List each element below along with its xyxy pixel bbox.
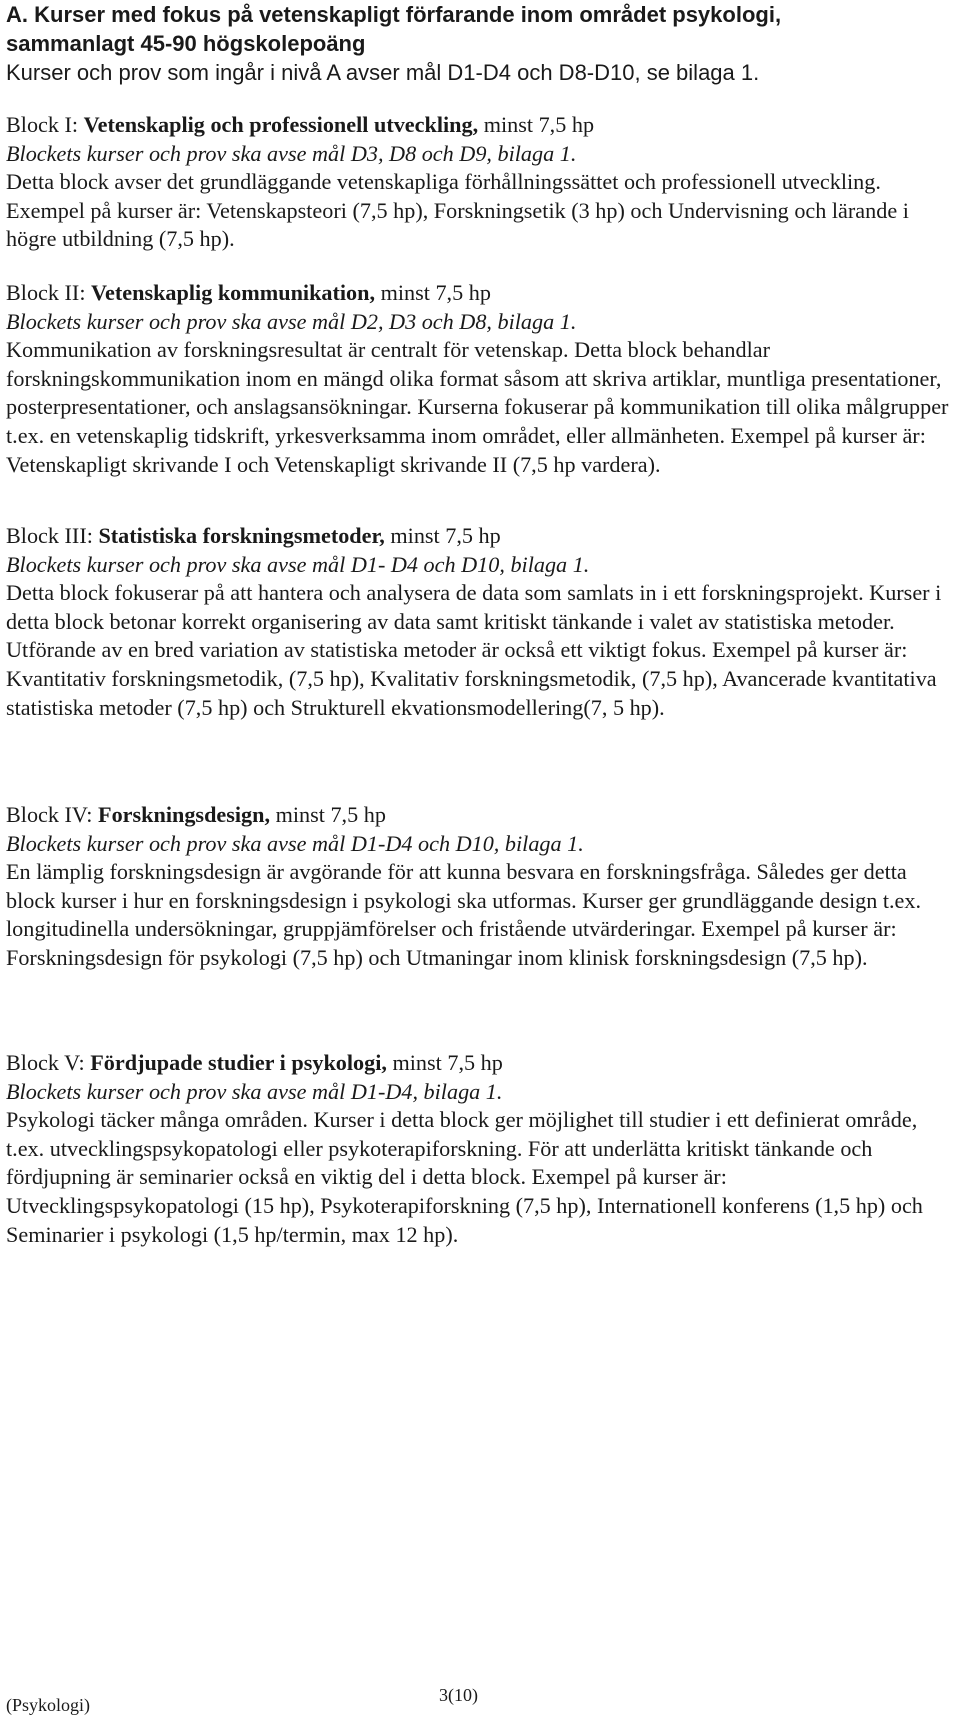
section-title-line-2: sammanlagt 45-90 högskolepoäng xyxy=(6,31,366,56)
block-credits: minst 7,5 hp xyxy=(478,112,595,137)
block-goals: Blockets kurser och prov ska avse mål D1-D4 och D10, bilaga 1. xyxy=(6,830,584,856)
block-name: Statistiska forskningsmetoder, xyxy=(98,523,385,548)
block-1 xyxy=(6,111,951,254)
block-description: Kommunikation av forskningsresultat är centralt för vetenskap. Detta block behandlar forskningskommunikation inom en mängd olika format såsom att skriva artiklar, muntliga presentationer, posterpresentationer, och anslagsansökningar. Kurserna fokuserar på kommunikation till olika målgrupper t.ex. en vetenskaplig tidskrift, yrkesverksamma inom området, eller allmänheten. Exempel på kurser är: Vetenskapligt skrivande I och Vetenskapligt skrivande II (7,5 hp vardera). xyxy=(6,337,949,477)
block-description: En lämplig forskningsdesign är avgörande för att kunna besvara en forskningsfråga. Således ger detta block kurser i hur en forskningsdesign i psykologi ska utformas. Kurser ger grundläggande design t.ex. longitudinella undersökningar, gruppjämförelser och fristående utvärderingar. Exempel på kurser är: Forskningsdesign för psykologi (7,5 hp) och Utmaningar inom klinisk forskningsdesign (7,5 hp). xyxy=(6,859,922,970)
page-number: 3(10) xyxy=(439,1685,478,1705)
block-title xyxy=(6,522,951,551)
block-description: Psykologi täcker många områden. Kurser i detta block ger möjlighet till studier i ett definierat område, t.ex. utvecklingspsykopatologi eller psykoterapiforskning. För att underlätta kritiskt tänkande och fördjupning är seminarier också en viktig del i detta block. Exempel på kurser är: Utvecklingspsykopatologi (15 hp), Psykoterapiforskning (7,5 hp), Internationell konferens (1,5 hp) och Seminarier i psykologi (1,5 hp/termin, max 12 hp). xyxy=(6,1107,923,1247)
section-header xyxy=(6,0,946,87)
block-name: Vetenskaplig kommunikation, xyxy=(91,280,376,305)
block-title xyxy=(6,111,951,140)
block-title xyxy=(6,801,951,830)
block-credits: minst 7,5 hp xyxy=(386,1050,503,1075)
block-description: Detta block avser det grundläggande vetenskapliga förhållningssättet och professionell utveckling. Exempel på kurser är: Vetenskapsteori (7,5 hp), Forskningsetik (3 hp) och Undervisning och lärande i högre utbildning (7,5 hp). xyxy=(6,169,909,252)
section-title-line-1: A. Kurser med fokus på vetenskapligt förfarande inom området psykologi, xyxy=(6,2,782,27)
level-requirement: Kurser och prov som ingår i nivå A avser mål D1-D4 och D8-D10, se bilaga 1. xyxy=(6,60,760,85)
block-goals: Blockets kurser och prov ska avse mål D1- D4 och D10, bilaga 1. xyxy=(6,551,590,577)
block-prefix: Block I: xyxy=(6,112,84,137)
block-goals: Blockets kurser och prov ska avse mål D2, D3 och D8, bilaga 1. xyxy=(6,308,577,334)
block-goals: Blockets kurser och prov ska avse mål D1-D4, bilaga 1. xyxy=(6,1078,503,1104)
block-description: Detta block fokuserar på att hantera och analysera de data som samlats in i ett forskningsprojekt. Kurser i detta block betonar korrekt organisering av data samt kritiskt tänkande i valet av statistiska metoder. Utförande av en bred variation av statistiska metoder är också ett viktigt fokus. Exempel på kurser är: Kvantitativ forskningsmetodik, (7,5 hp), Kvalitativ forskningsmetodik, (7,5 hp), Avancerade kvantitativa statistiska metoder (7,5 hp) och Strukturell ekvationsmodellering(7, 5 hp). xyxy=(6,580,942,720)
block-credits: minst 7,5 hp xyxy=(375,280,491,305)
block-name: Vetenskaplig och professionell utveckling, xyxy=(83,112,479,137)
block-2 xyxy=(6,279,951,479)
block-5 xyxy=(6,1049,951,1249)
footer-label: (Psykologi) xyxy=(6,1695,91,1715)
block-3 xyxy=(6,522,951,722)
block-name: Fördjupade studier i psykologi, xyxy=(90,1050,387,1075)
block-goals: Blockets kurser och prov ska avse mål D3, D8 och D9, bilaga 1. xyxy=(6,140,577,166)
block-prefix: Block V: xyxy=(6,1050,91,1075)
block-credits: minst 7,5 hp xyxy=(270,802,386,827)
block-credits: minst 7,5 hp xyxy=(384,523,501,548)
block-title xyxy=(6,279,951,308)
block-name: Forskningsdesign, xyxy=(98,802,271,827)
block-4 xyxy=(6,801,951,973)
block-prefix: Block IV: xyxy=(6,802,99,827)
block-title xyxy=(6,1049,951,1078)
block-prefix: Block II: xyxy=(6,280,92,305)
block-prefix: Block III: xyxy=(6,523,99,548)
